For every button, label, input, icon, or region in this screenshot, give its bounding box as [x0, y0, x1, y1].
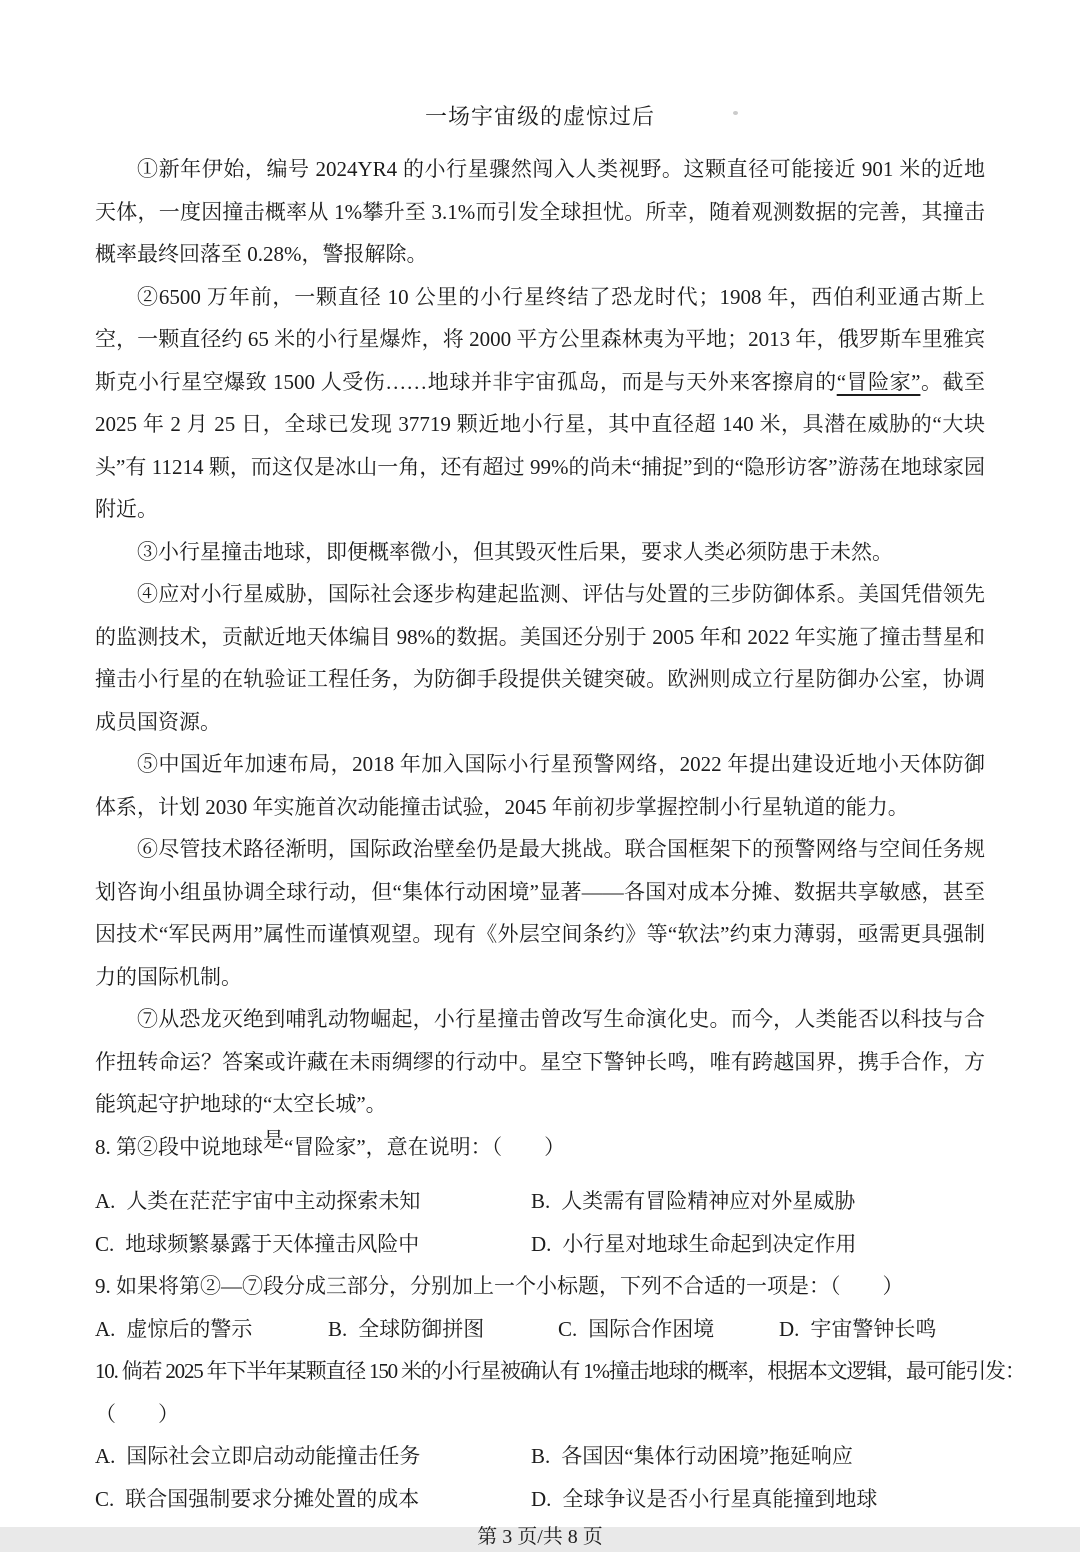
passage-paragraph-2 — [95, 276, 985, 531]
stem-text: 9. 如果将第②—⑦段分成三部分，分别加上一个小标题，下列不合适的一项是：（ ） — [95, 1274, 904, 1298]
question-8-options — [95, 1180, 985, 1265]
stem-text: 10. 倘若 2025 年下半年某颗直径 150 米的小行星被确认有 1%撞击地球的概率，根据本文逻辑，最可能引发： — [95, 1359, 1025, 1383]
option-label: C. — [95, 1231, 115, 1256]
question-10-option-C — [95, 1478, 531, 1521]
question-9-options — [95, 1308, 985, 1351]
option-label: D. — [531, 1486, 552, 1511]
question-9-option-A — [95, 1308, 328, 1351]
option-text: 国际合作困境 — [588, 1316, 715, 1341]
raised-char: 是 — [263, 1127, 284, 1152]
question-10 — [95, 1350, 1025, 1520]
option-label: A. — [95, 1316, 116, 1341]
option-text: 宇宙警钟长鸣 — [810, 1316, 937, 1341]
option-text: 人类需有冒险精神应对外星威胁 — [561, 1189, 856, 1213]
option-text: 全球争议是否小行星真能撞到地球 — [562, 1486, 878, 1511]
option-label: C. — [558, 1316, 578, 1341]
option-label: B. — [531, 1189, 551, 1213]
passage-paragraph-5 — [95, 743, 985, 828]
question-9-option-D — [779, 1308, 985, 1351]
passage-paragraph-7 — [95, 998, 985, 1126]
question-8-option-A — [95, 1180, 531, 1223]
question-9-option-B — [328, 1308, 558, 1351]
question-10-answer-blank — [95, 1393, 985, 1436]
question-10-option-A — [95, 1435, 531, 1478]
answer-blank-text: （ ） — [95, 1401, 179, 1426]
option-text: 小行星对地球生命起到决定作用 — [562, 1231, 857, 1256]
questions-section — [95, 1126, 1025, 1521]
stem-text: “冒险家”，意在说明：（ ） — [284, 1134, 566, 1159]
question-8-stem — [95, 1126, 985, 1169]
question-9-option-C — [558, 1308, 779, 1351]
option-text: 地球频繁暴露于天体撞击风险中 — [125, 1231, 420, 1256]
question-9 — [95, 1265, 985, 1350]
option-text: 联合国强制要求分摊处置的成本 — [125, 1486, 420, 1511]
passage-paragraph-4 — [95, 573, 985, 743]
passage-paragraph-6 — [95, 828, 985, 998]
question-8-option-C — [95, 1223, 531, 1266]
question-10-stem — [95, 1350, 1025, 1393]
question-8-option-D — [531, 1223, 985, 1266]
question-9-stem — [95, 1265, 985, 1308]
paragraph-text: ③小行星撞击地球，即便概率微小，但其毁灭性后果，要求人类必须防患于未然。 — [137, 539, 893, 564]
option-label: B. — [531, 1444, 551, 1468]
option-label: B. — [328, 1316, 348, 1341]
passage-title: 一场宇宙级的虚惊过后 — [424, 104, 655, 129]
paragraph-text: ⑦从恐龙灭绝到哺乳动物崛起，小行星撞击曾改写生命演化史。而今，人类能否以科技与合作扭转命运？答案或许藏在未雨绸缪的行动中。星空下警钟长鸣，唯有跨越国界，携手合作，方能筑起守护地球的“太空长城”。 — [95, 1007, 985, 1116]
option-text: 虚惊后的警示 — [126, 1316, 253, 1341]
option-label: D. — [779, 1316, 800, 1341]
option-label: D. — [531, 1231, 552, 1256]
question-10-option-D — [531, 1478, 985, 1521]
paragraph-text: ⑥尽管技术路径渐明，国际政治壁垒仍是最大挑战。联合国框架下的预警网络与空间任务规划咨询小组虽协调全球行动，但“集体行动困境”显著——各国对成本分摊、数据共享敏感，甚至因技术“军民两用”属性而谨慎观望。现有《外层空间条约》等“软法”约束力薄弱，亟需更具强制力的国际机制。 — [95, 837, 985, 989]
scan-artifact-dot — [733, 111, 738, 115]
option-label: A. — [95, 1189, 116, 1213]
page-footer: 第 3 页/共 8 页 — [477, 1526, 603, 1548]
option-label: A. — [95, 1444, 116, 1468]
question-8 — [95, 1126, 985, 1266]
passage-paragraph-1 — [95, 148, 985, 276]
paragraph-text: ④应对小行星威胁，国际社会逐步构建起监测、评估与处置的三步防御体系。美国凭借领先的监测技术，贡献近地天体编目 98%的数据。美国还分别于 2005 年和 2022 年实施了撞击彗星和撞击小行星的在轨验证工程任务，为防御手段提供关键突破。欧洲则成立行星防御办公室，协调成员国资源。 — [95, 582, 985, 734]
passage-paragraph-3 — [95, 531, 985, 574]
question-8-option-B — [531, 1180, 985, 1223]
option-text: 人类在茫茫宇宙中主动探索未知 — [126, 1189, 421, 1213]
option-text: 国际社会立即启动动能撞击任务 — [126, 1444, 421, 1468]
passage-body — [95, 148, 985, 1126]
paragraph-text: 。截至 2025 年 2 月 25 日，全球已发现 37719 颗近地小行星，其中直径超 140 米，具潜在威胁的“大块头”有 11214 颗，而这仅是冰山一角，还有超过 99%的尚未“捕捉”到的“隐形访客”游荡在地球家园附近。 — [95, 369, 986, 521]
question-10-options — [95, 1435, 985, 1520]
underlined-term: “冒险家” — [836, 369, 921, 394]
stem-text: 8. 第②段中说地球 — [95, 1134, 263, 1159]
paragraph-text: ⑤中国近年加速布局，2018 年加入国际小行星预警网络，2022 年提出建设近地小天体防御体系，计划 2030 年实施首次动能撞击试验，2045 年前初步掌握控制小行星轨道的能力。 — [95, 752, 985, 819]
question-10-option-B — [531, 1435, 985, 1478]
option-text: 各国因“集体行动困境”拖延响应 — [561, 1444, 853, 1468]
paragraph-text: ①新年伊始，编号 2024YR4 的小行星骤然闯入人类视野。这颗直径可能接近 901 米的近地天体，一度因撞击概率从 1%攀升至 3.1%而引发全球担忧。所幸，随着观测数据的完善，其撞击概率最终回落至 0.28%，警报解除。 — [95, 157, 985, 266]
paragraph-text: ②6500 万年前，一颗直径 10 公里的小行星终结了恐龙时代；1908 年，西伯利亚通古斯上空，一颗直径约 65 米的小行星爆炸，将 2000 平方公里森林夷为平地；2013 年，俄罗斯车里雅宾斯克小行星空爆致 1500 人受伤……地球并非宇宙孤岛，而是与天外来客擦肩的 — [95, 284, 985, 394]
option-label: C. — [95, 1486, 115, 1511]
option-text: 全球防御拼图 — [358, 1316, 485, 1341]
